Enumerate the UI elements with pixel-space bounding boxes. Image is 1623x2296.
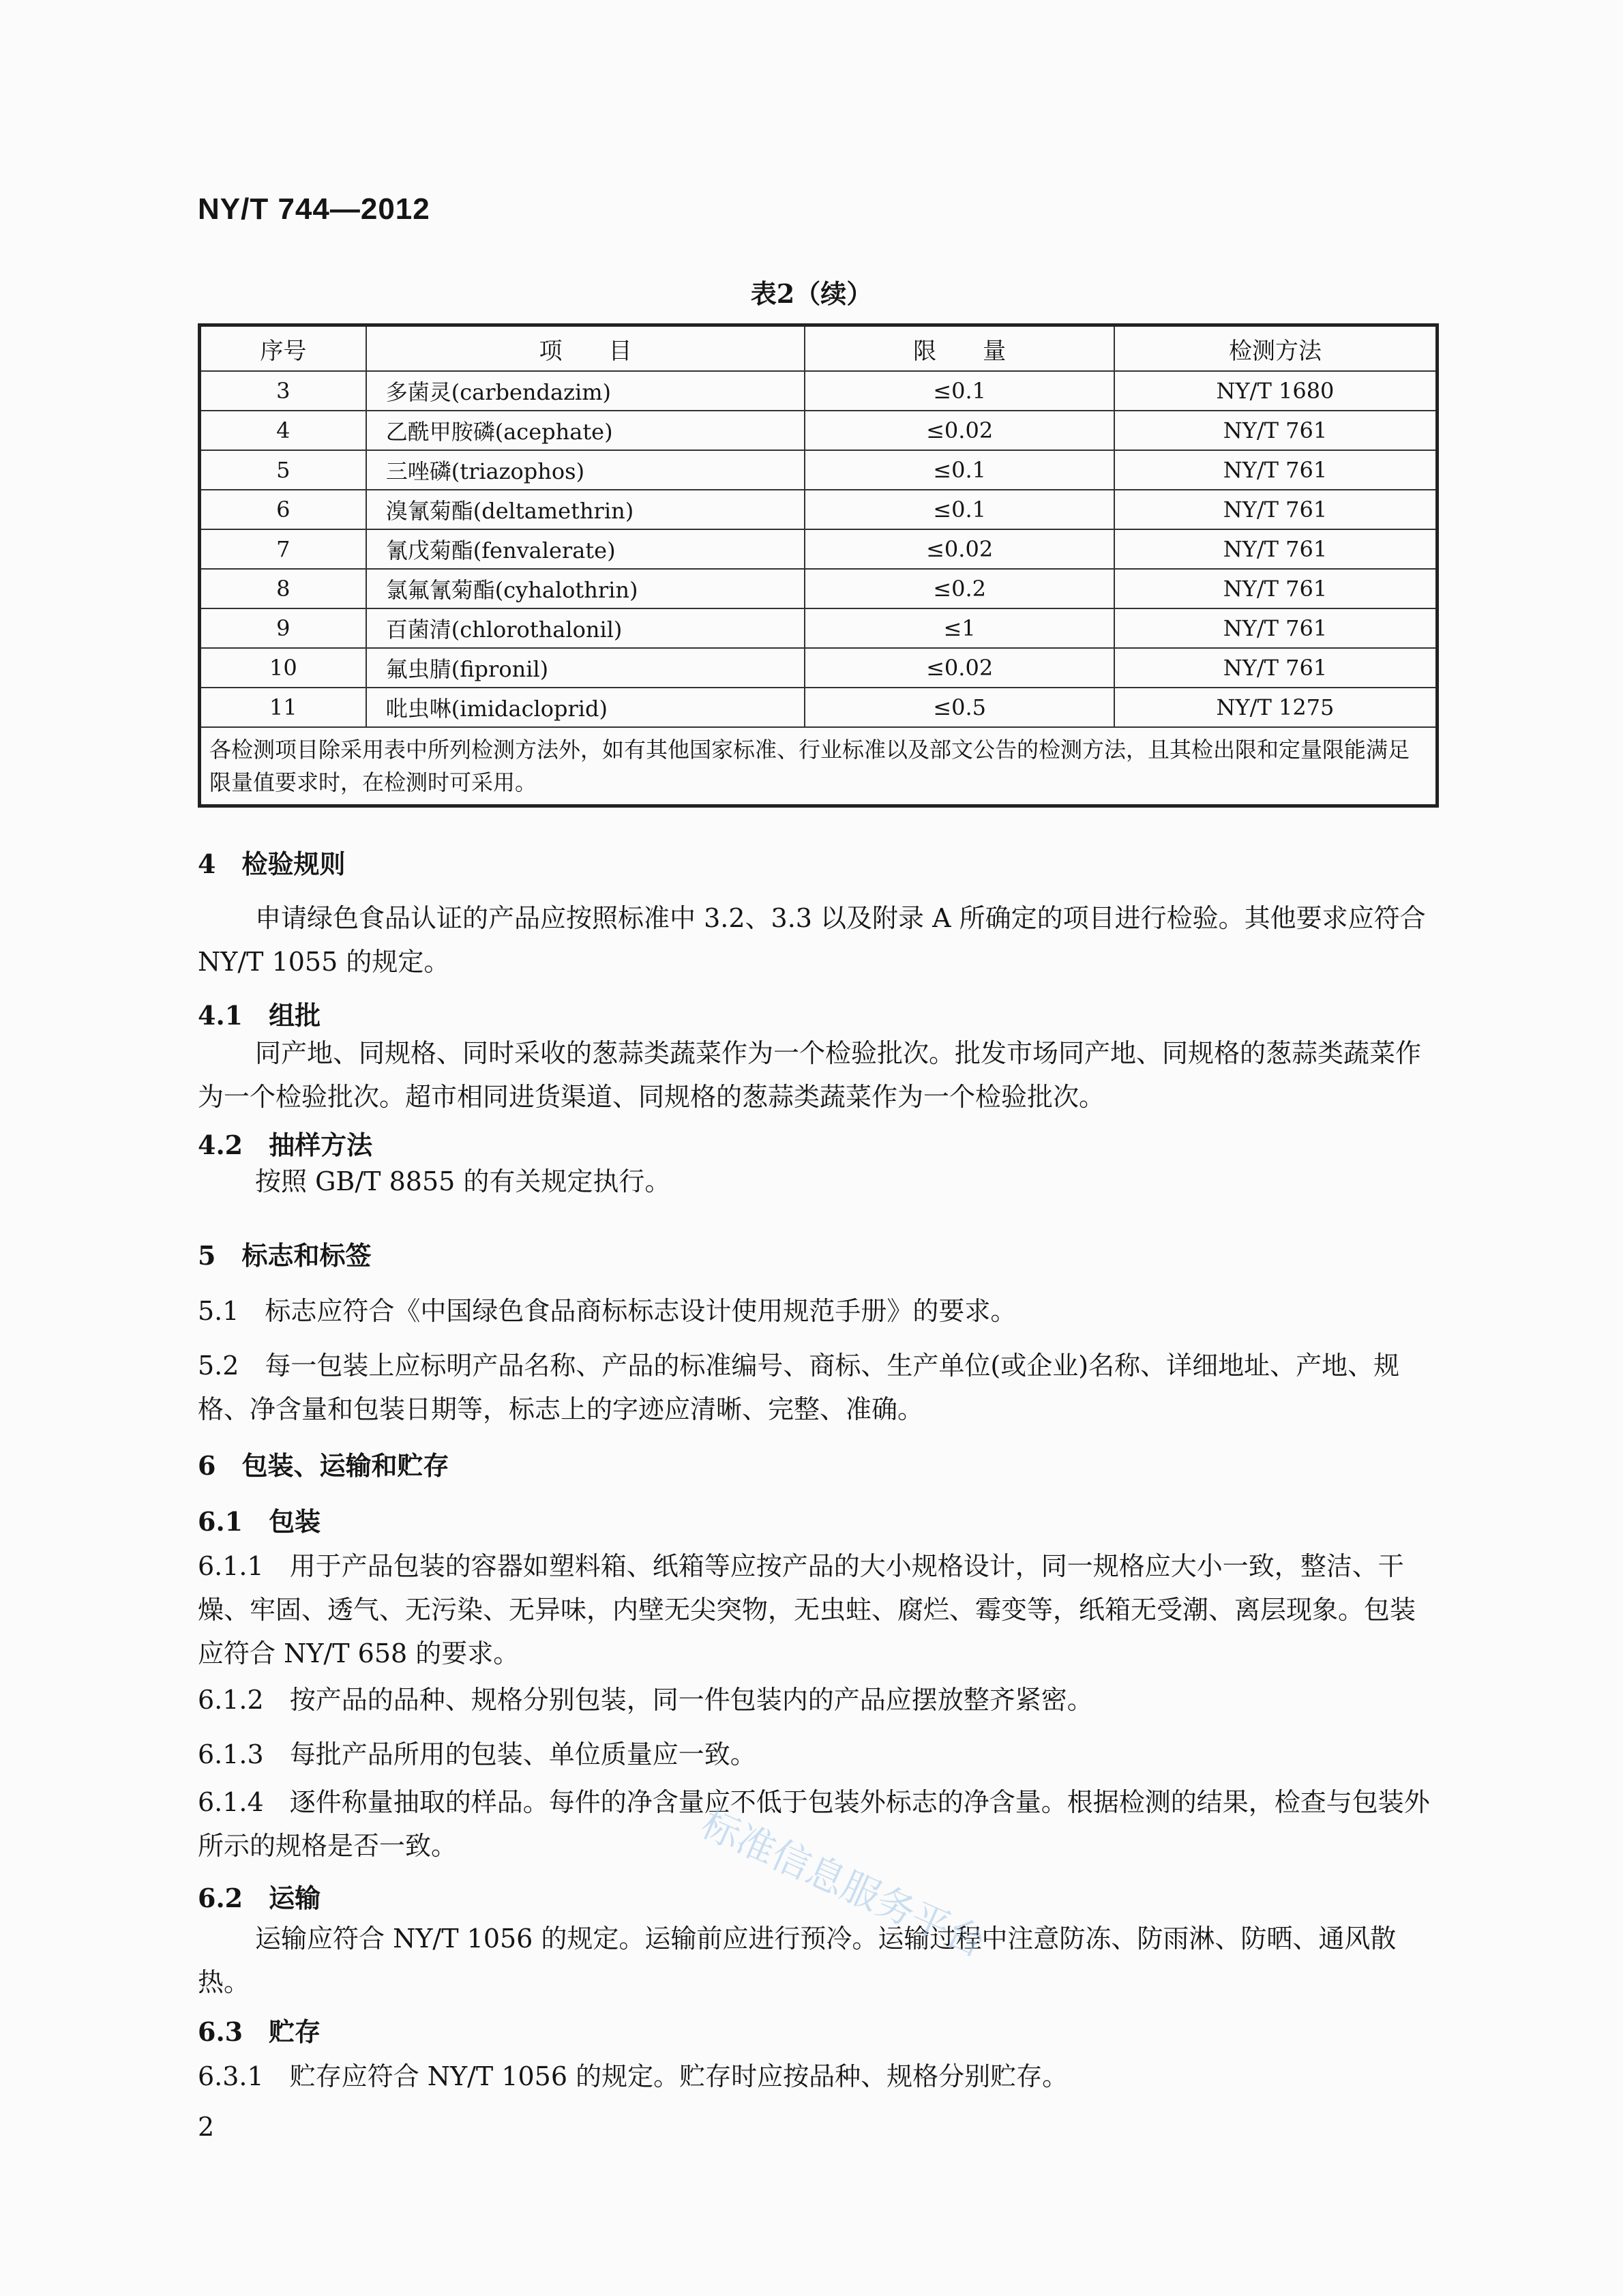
section-6-1-2-paragraph: 6.1.2 按产品的品种、规格分别包装，同一件包装内的产品应摆放整齐紧密。 <box>198 1685 1093 1715</box>
cell-item: 氟虫腈(fipronil) <box>366 648 805 688</box>
section-4-1-paragraph: 同产地、同规格、同时采收的葱蒜类蔬菜作为一个检验批次。批发市场同产地、同规格的葱蒜类蔬菜作为一个检验批次。超市相同进货渠道、同规格的葱蒜类蔬菜作为一个检验批次。 <box>198 1038 1422 1112</box>
col-header-item: 项 目 <box>366 325 805 372</box>
table-header-row <box>200 325 1438 372</box>
section-6-3-heading: 6.3 贮存 <box>198 2016 321 2047</box>
cell-no: 4 <box>200 411 366 450</box>
section-6-1-4-paragraph: 6.1.4 逐件称量抽取的样品。每件的净含量应不低于包装外标志的净含量。根据检测的结果，检查与包装外所示的规格是否一致。 <box>198 1787 1430 1861</box>
cell-item: 氯氟氰菊酯(cyhalothrin) <box>366 569 805 608</box>
section-4-heading: 4 检验规则 <box>198 849 346 879</box>
table-row <box>200 490 1438 529</box>
section-5-2-paragraph: 5.2 每一包装上应标明产品名称、产品的标准编号、商标、生产单位(或企业)名称、详细地址、产地、规格、净含量和包装日期等，标志上的字迹应清晰、完整、准确。 <box>198 1351 1400 1424</box>
table-row <box>200 688 1438 727</box>
cell-limit: ≤0.02 <box>805 411 1114 450</box>
cell-item: 多菌灵(carbendazim) <box>366 371 805 411</box>
cell-limit: ≤0.1 <box>805 450 1114 490</box>
watermark: 标准信息服务平台 <box>694 1801 992 1967</box>
cell-no: 3 <box>200 371 366 411</box>
cell-no: 7 <box>200 529 366 569</box>
cell-method: NY/T 1275 <box>1114 688 1438 727</box>
table-row <box>200 529 1438 569</box>
cell-no: 8 <box>200 569 366 608</box>
table-note-row <box>200 727 1438 806</box>
cell-method: NY/T 761 <box>1114 450 1438 490</box>
col-header-method: 检测方法 <box>1114 325 1438 372</box>
page-number: 2 <box>198 2112 215 2142</box>
col-header-no: 序号 <box>200 325 366 372</box>
cell-limit: ≤1 <box>805 608 1114 648</box>
cell-item: 乙酰甲胺磷(acephate) <box>366 411 805 450</box>
section-6-3-1-paragraph: 6.3.1 贮存应符合 NY/T 1056 的规定。贮存时应按品种、规格分别贮存。 <box>198 2061 1069 2091</box>
cell-limit: ≤0.1 <box>805 371 1114 411</box>
cell-no: 11 <box>200 688 366 727</box>
cell-item: 氰戊菊酯(fenvalerate) <box>366 529 805 569</box>
cell-method: NY/T 761 <box>1114 411 1438 450</box>
standard-code: NY/T 744—2012 <box>198 192 430 226</box>
table-row <box>200 569 1438 608</box>
table-row <box>200 411 1438 450</box>
section-4-1-heading: 4.1 组批 <box>198 1000 321 1031</box>
col-header-limit: 限 量 <box>805 325 1114 372</box>
cell-method: NY/T 761 <box>1114 648 1438 688</box>
section-4-2-paragraph: 按照 GB/T 8855 的有关规定执行。 <box>255 1166 671 1196</box>
cell-no: 9 <box>200 608 366 648</box>
section-4-paragraph: 申请绿色食品认证的产品应按照标准中 3.2、3.3 以及附录 A 所确定的项目进行检验。其他要求应符合 NY/T 1055 的规定。 <box>198 903 1426 977</box>
cell-method: NY/T 761 <box>1114 608 1438 648</box>
section-6-1-heading: 6.1 包装 <box>198 1506 321 1537</box>
cell-item: 溴氰菊酯(deltamethrin) <box>366 490 805 529</box>
section-6-2-heading: 6.2 运输 <box>198 1883 321 1913</box>
cell-item: 吡虫啉(imidacloprid) <box>366 688 805 727</box>
table-note: 各检测项目除采用表中所列检测方法外，如有其他国家标准、行业标准以及部文公告的检测方法，且其检出限和定量限能满足限量值要求时，在检测时可采用。 <box>200 727 1438 806</box>
cell-method: NY/T 1680 <box>1114 371 1438 411</box>
section-5-1-paragraph: 5.1 标志应符合《中国绿色食品商标标志设计使用规范手册》的要求。 <box>198 1296 1017 1326</box>
table-row <box>200 371 1438 411</box>
section-5-heading: 5 标志和标签 <box>198 1240 372 1271</box>
cell-item: 百菌清(chlorothalonil) <box>366 608 805 648</box>
cell-limit: ≤0.2 <box>805 569 1114 608</box>
cell-method: NY/T 761 <box>1114 529 1438 569</box>
cell-no: 10 <box>200 648 366 688</box>
section-6-1-1-paragraph: 6.1.1 用于产品包装的容器如塑料箱、纸箱等应按产品的大小规格设计，同一规格应大小一致，整洁、干燥、牢固、透气、无污染、无异味，内壁无尖突物，无虫蛀、腐烂、霉变等，纸箱无受潮、离层现象。包装应符合 NY/T 658 的要求。 <box>198 1551 1416 1668</box>
table-caption: 表2（续） <box>750 278 873 309</box>
cell-no: 5 <box>200 450 366 490</box>
section-6-heading: 6 包装、运输和贮存 <box>198 1450 449 1481</box>
table-row <box>200 450 1438 490</box>
cell-limit: ≤0.02 <box>805 529 1114 569</box>
section-6-2-paragraph: 运输应符合 NY/T 1056 的规定。运输前应进行预冷。运输过程中注意防冻、防雨淋、防晒、通风散热。 <box>198 1924 1397 1997</box>
limits-table <box>198 323 1439 808</box>
cell-item: 三唑磷(triazophos) <box>366 450 805 490</box>
section-6-1-3-paragraph: 6.1.3 每批产品所用的包装、单位质量应一致。 <box>198 1739 756 1769</box>
table-row <box>200 648 1438 688</box>
cell-method: NY/T 761 <box>1114 569 1438 608</box>
cell-limit: ≤0.1 <box>805 490 1114 529</box>
section-4-2-heading: 4.2 抽样方法 <box>198 1130 373 1160</box>
cell-method: NY/T 761 <box>1114 490 1438 529</box>
cell-limit: ≤0.02 <box>805 648 1114 688</box>
cell-no: 6 <box>200 490 366 529</box>
table-row <box>200 608 1438 648</box>
cell-limit: ≤0.5 <box>805 688 1114 727</box>
